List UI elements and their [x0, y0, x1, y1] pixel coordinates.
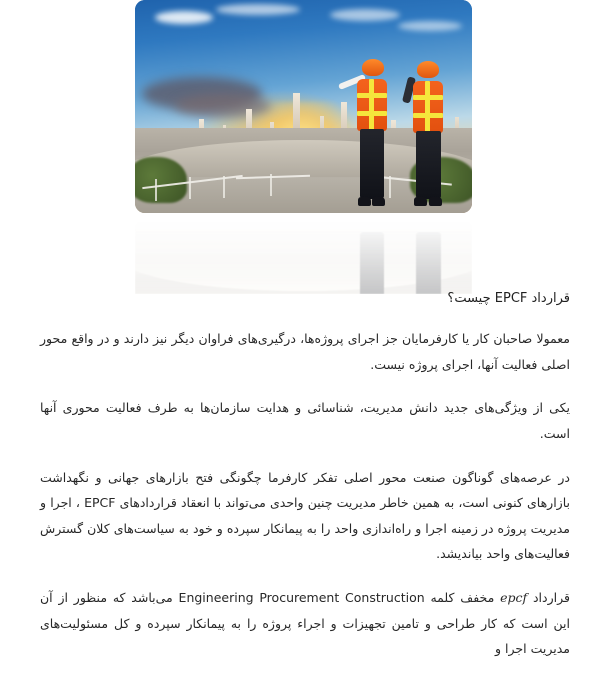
cloud-icon [330, 9, 400, 21]
photo-reflection [135, 218, 472, 294]
refinery-photo [135, 0, 472, 213]
foliage-icon [135, 157, 187, 203]
paragraph-2: یکی از ویژگی‌های جدید دانش مدیریت، شناسائی و هدایت سازمان‌ها به طرف فعالیت محوری آنها است. [40, 400, 570, 441]
hard-hat-icon [417, 61, 439, 78]
epcf-expansion: Engineering Procurement Construction [178, 590, 425, 606]
worker-legs [360, 129, 384, 199]
article-body [40, 288, 570, 680]
paragraph-4 [40, 585, 570, 662]
handrail [236, 174, 310, 179]
worker-with-radio [401, 59, 449, 209]
paragraph-3: در عرصه‌های گوناگون صنعت محور اصلی تفکر کارفرما چگونگی فتح بازارهای جهانی و نگهداشت بازارهای کنونی است، به همین خاطر مدیریت چنین واحدی می‌تواند با انعقاد قراردادهای EPCF ، اجرا و مدیریت پروژه در زمینه اجرا و راه‌اندازی واحد را به پیمانکار سپرده و خود به سیاست‌های کلان گسترش فعالیت‌های واحد بیاندیشد. [40, 469, 571, 562]
hard-hat-icon [362, 59, 384, 76]
hero-figure [135, 0, 472, 295]
paragraph-4-prefix: قرارداد [527, 590, 570, 606]
cloud-icon [155, 11, 213, 24]
worker-pointing [347, 59, 393, 209]
paragraph-4-suffix: می‌باشد که منظور از آن این است که کار طراحی و تامین تجهیزات و اجراء پروژه را به پیمانکار سپرده و کل مسئولیت‌های مدیریت اجرا و [40, 590, 570, 657]
page-title: قرارداد EPCF چیست؟ [447, 291, 570, 306]
worker-legs [416, 131, 441, 199]
epcf-acronym: epcf [500, 590, 528, 606]
paragraph-4-middle: مخفف کلمه [424, 590, 501, 606]
paragraph-1: معمولا صاحبان کار یا کارفرمایان جز اجرای پروژه‌ها، درگیری‌های فراوان دیگر نیز دارند و در واقع محور اصلی فعالیت آنها، اجرای پروژه نیست. [40, 331, 570, 372]
